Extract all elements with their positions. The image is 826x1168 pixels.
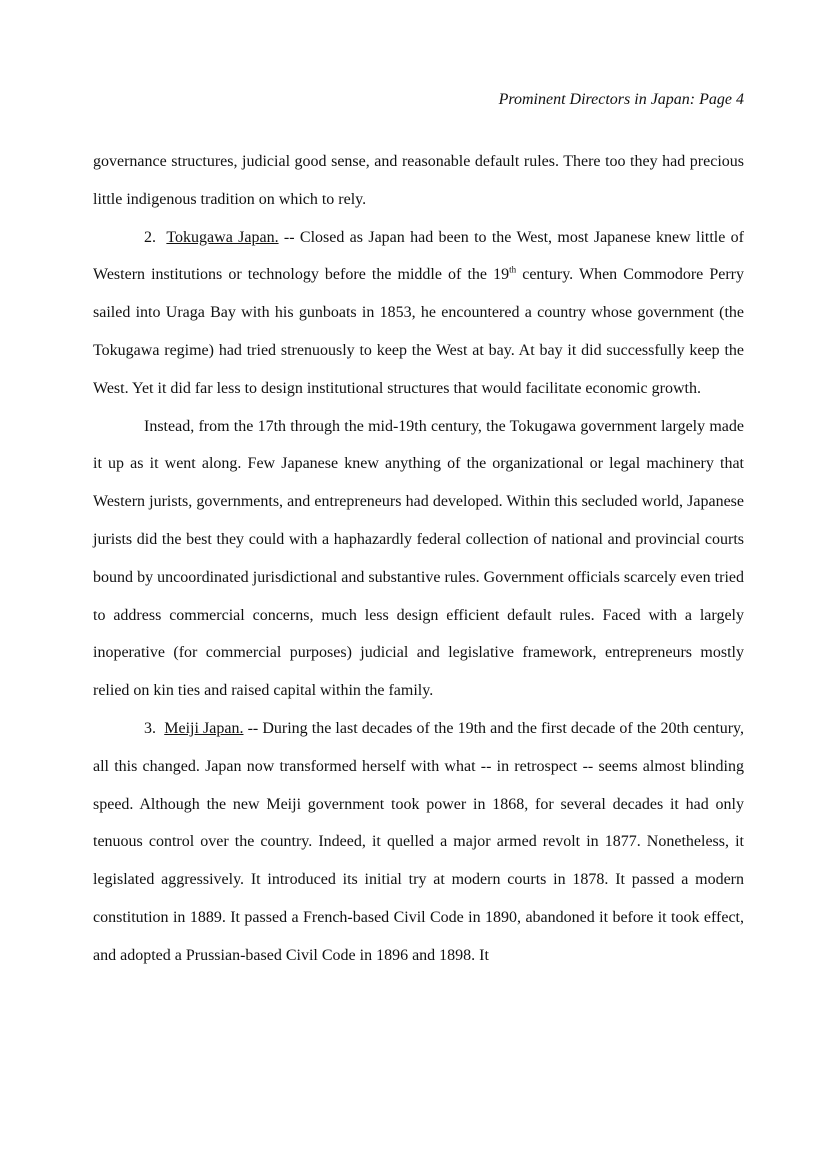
paragraph-text: century. When Commodore Perry sailed into Uraga Bay with his gunboats in 1853, he encountered a country whose government (the Tokugawa regime) had tried strenuously to keep the West at bay. At bay it did successfully keep the West. Yet it did far less to design institutional structures that would facilitate economic growth. <box>93 266 745 397</box>
paragraph-instead <box>93 408 744 710</box>
section-number: 3. <box>144 719 156 737</box>
paragraph-meiji <box>93 710 744 975</box>
paragraph-text: Instead, from the 17th through the mid-19th century, the Tokugawa government largely made it up as it went along. Few Japanese knew anything of the organizational or legal machinery that Western jurists, governments, and entrepreneurs had developed. Within this secluded world, Japanese jurists did the best they could with a haphazardly federal collection of national and provincial courts bound by uncoordinated jurisdictional and substantive rules. Government officials scarcely even tried to address commercial concerns, much less design efficient default rules. Faced with a largely inoperative (for commercial purposes) judicial and legislative framework, entrepreneurs mostly relied on kin ties and raised capital within the family. <box>93 417 744 700</box>
superscript: th <box>509 265 517 276</box>
body-text <box>93 143 744 975</box>
paragraph-tokugawa <box>93 219 744 408</box>
section-number: 2. <box>144 228 156 246</box>
section-heading: Tokugawa Japan. <box>166 228 279 246</box>
running-header: Prominent Directors in Japan: Page 4 <box>498 91 744 108</box>
paragraph-text: -- Closed as Japan had been to the West, most Japanese knew little of Western institutions or technology before the middle of the 19 <box>93 228 745 284</box>
paragraph-continuation <box>93 143 744 219</box>
section-heading: Meiji Japan. <box>164 719 244 737</box>
paragraph-text: governance structures, judicial good sense, and reasonable default rules. There too they had precious little indigenous tradition on which to rely. <box>93 153 744 208</box>
paragraph-text: -- During the last decades of the 19th and the first decade of the 20th century, all this changed. Japan now transformed herself with what -- in retrospect -- seems almost blinding speed. Although the new Meiji government took power in 1868, for several decades it had only tenuous control over the country. Indeed, it quelled a major armed revolt in 1877. Nonetheless, it legislated aggressively. It introduced its initial try at modern courts in 1878. It passed a modern constitution in 1889. It passed a French-based Civil Code in 1890, abandoned it before it took effect, and adopted a Prussian-based Civil Code in 1896 and 1898. It <box>93 719 745 964</box>
